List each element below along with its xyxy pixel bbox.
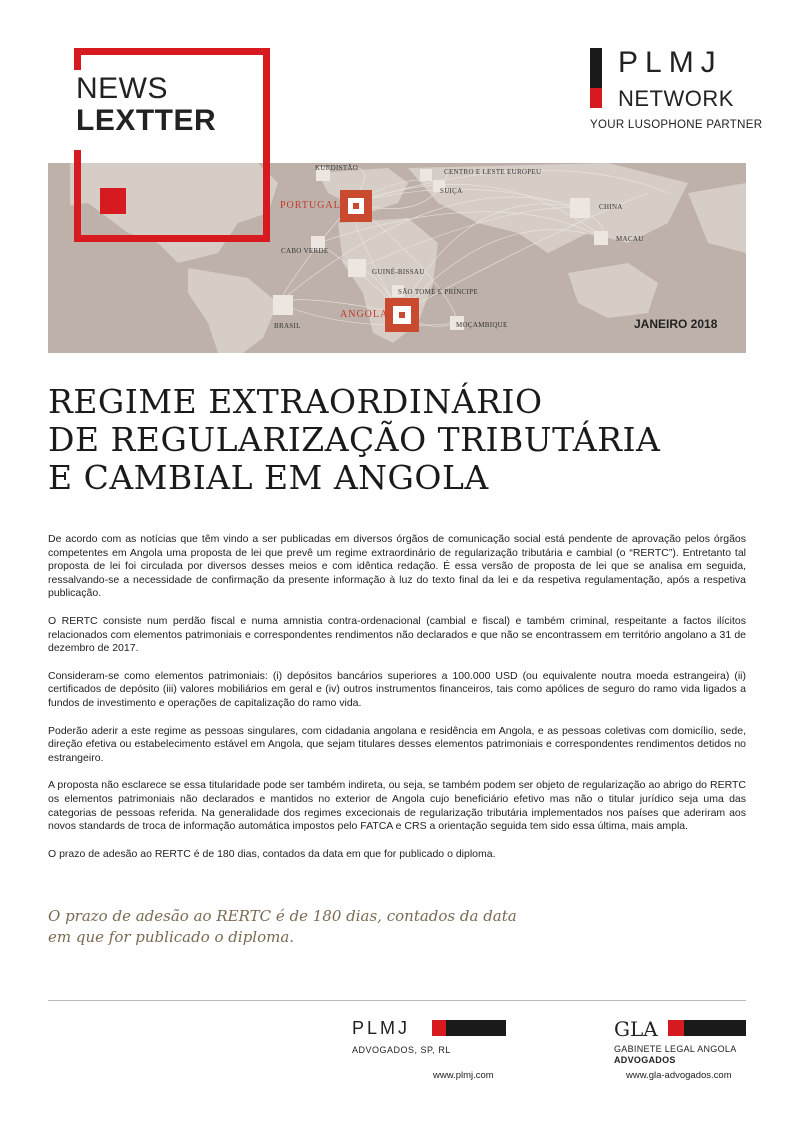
map-label-portugal: PORTUGAL: [280, 200, 341, 211]
map-label-sao-tome: SÃO TOMÉ E PRÍNCIPE: [398, 288, 478, 296]
pull-quote-line2: em que for publicado o diploma.: [48, 928, 295, 946]
body-paragraph-3: Consideram-se como elementos patrimoniais: (i) depósitos bancários superiores a 100.000 USD (ou equivalente noutra moeda estrangeira) (ii) certificados de depósito (iii) valores mobiliários em geral e (iv) outros instrumentos financeiros, tais como apólices de seguro do ramo vida ligados a fundos de investimento e operações de capitalização do ramo vida.: [48, 669, 746, 709]
plmj-logo-network: NETWORK: [618, 86, 734, 111]
newsletter-frame-right-overlay: [263, 163, 270, 242]
newsletter-title-line1: NEWS: [76, 72, 168, 105]
newsletter-title-line2: LEXTTER: [76, 104, 217, 137]
map-label-mozambique: MOÇAMBIQUE: [456, 321, 508, 329]
footer-plmj-name: PLMJ: [352, 1018, 411, 1038]
pull-quote-line1: O prazo de adesão ao RERTC é de 180 dias, contados da data: [48, 907, 517, 925]
map-label-switzerland: SUIÇA: [440, 187, 463, 195]
footer-plmj-subtitle: ADVOGADOS, SP, RL: [352, 1045, 451, 1055]
map-label-macau: MACAU: [616, 235, 644, 243]
footer-plmj-red-block: [432, 1020, 446, 1036]
body-paragraph-1: De acordo com as notícias que têm vindo a ser publicadas em diversos órgãos de comunicação social está pendente de aprovação pelos órgãos competentes em Angola uma proposta de lei que prevê um regime extraordinário de regularização tributária e cambial (o “RERTC”). Entretanto tal proposta de lei foi circulada por diversos desses meios e com idêntica redação. É essa versão de proposta de lei que se analisa em seguida, ressalvando-se a necessidade de confirmação da presente informação à luz do texto final da lei e da respetiva regulamentação, após a respetiva publicação.: [48, 533, 746, 600]
article-headline: [48, 383, 748, 497]
issue-date: JANEIRO 2018: [634, 317, 718, 331]
plmj-logo-red-block: [590, 88, 602, 108]
headline-line1: REGIME EXTRAORDINÁRIO: [48, 382, 543, 421]
map-label-angola: ANGOLA: [340, 309, 389, 320]
body-paragraph-2: O RERTC consiste num perdão fiscal e numa amnistia contra-ordenacional (cambial e fiscal) e também criminal, respeitante a factos ilícitos relacionados com elementos patrimoniais e correspondentes rendimentos não declarados e que não se encontrassem em território angolano a 31 de dezembro de 2017.: [48, 614, 746, 655]
pull-quote: [48, 906, 568, 948]
map-label-guinea-bissau: GUINÉ-BISSAU: [372, 268, 425, 276]
newsletter-red-square: [100, 188, 126, 214]
footer-gla-advogados: ADVOGADOS: [614, 1055, 676, 1065]
footer-gla-subtitle: GABINETE LEGAL ANGOLA: [614, 1044, 737, 1054]
plmj-logo-name: PLMJ: [618, 46, 723, 79]
newsletter-frame-bottom-overlay: [74, 235, 270, 242]
headline-line2: DE REGULARIZAÇÃO TRIBUTÁRIA: [48, 420, 661, 459]
footer-plmj-url[interactable]: www.plmj.com: [433, 1070, 494, 1081]
footer-gla-red-block: [668, 1020, 684, 1036]
headline-line3: E CAMBIAL EM ANGOLA: [48, 458, 489, 497]
plmj-logo-tagline: YOUR LUSOPHONE PARTNER: [590, 119, 763, 131]
body-paragraph-5: A proposta não esclarece se essa titularidade pode ser também indireta, ou seja, se também podem ser objeto de regularização ao abrigo do RERTC os elementos patrimoniais não declarados e mantidos no exterior de Angola cujo beneficiário efetivo mas não o titular jurídico seja uma das categorias de pessoas referida. Na generalidade dos regimes excecionais de regularização tributária implementados nos países que aderiram aos novos standards de troca de informação automática impostos pelo FATCA e CRS a orientação seguida tem sido essa última, mais ampla.: [48, 779, 746, 833]
footer-plmj-black-bar: [446, 1020, 506, 1036]
map-label-central-europe: CENTRO E LESTE EUROPEU: [444, 168, 542, 176]
map-label-china: CHINA: [599, 203, 623, 211]
body-paragraph-4: Poderão aderir a este regime as pessoas singulares, com cidadania angolana e residência em Angola, e as pessoas coletivas com domicílio, sede, direção efetiva ou estabelecimento estável em Angola, que sejam titulares desses elementos patrimoniais e correspondentes rendimentos detidos no estrangeiro.: [48, 724, 746, 764]
world-map-banner: [48, 163, 746, 353]
map-label-brazil: BRASIL: [274, 322, 301, 330]
map-label-kurdistan: KURDISTÃO: [315, 164, 359, 172]
map-label-cape-verde: CABO VERDE: [281, 247, 329, 255]
footer-gla-url[interactable]: www.gla-advogados.com: [626, 1070, 732, 1081]
footer-divider: [48, 1000, 746, 1001]
footer-gla-name: GLA: [614, 1017, 658, 1041]
newsletter-frame-left-overlay: [74, 163, 81, 242]
article-body: [48, 533, 746, 875]
footer-gla-black-bar: [684, 1020, 746, 1036]
body-paragraph-6: O prazo de adesão ao RERTC é de 180 dias, contados da data em que for publicado o diploma.: [48, 847, 496, 860]
